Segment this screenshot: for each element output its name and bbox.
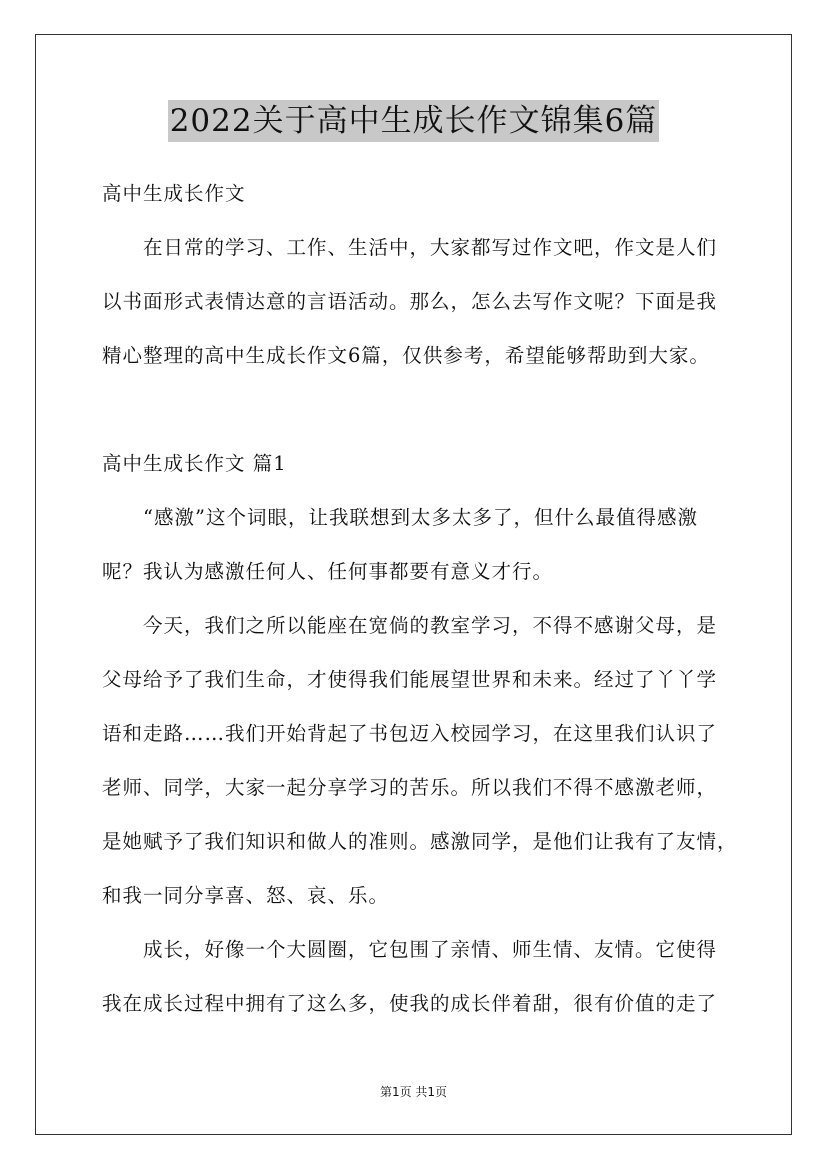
intro-line: 以书面形式表情达意的言语活动。那么，怎么去写作文呢？下面是我 <box>102 290 718 313</box>
essay-line: 语和走路……我们开始背起了书包迈入校园学习，在这里我们认识了 <box>102 722 718 745</box>
essay-line: 老师、同学，大家一起分享学习的苦乐。所以我们不得不感激老师， <box>102 776 718 799</box>
essay-line: 和我一同分享喜、怒、哀、乐。 <box>102 884 390 907</box>
section-heading: 高中生成长作文 <box>102 182 246 205</box>
essay-line: 成长，好像一个大圆圈，它包围了亲情、师生情、友情。它使得 <box>143 938 718 961</box>
page-footer: 第1页 共1页 <box>379 1085 448 1099</box>
essay-line: 是她赋予了我们知识和做人的准则。感激同学，是他们让我有了友情， <box>102 830 738 853</box>
document-title: 2022关于高中生成长作文锦集6篇 <box>168 100 660 142</box>
essay-heading: 高中生成长作文 篇1 <box>102 452 287 475</box>
essay-line: 今天，我们之所以能座在宽倘的教室学习，不得不感谢父母，是 <box>143 614 718 637</box>
title-wrap <box>0 100 827 142</box>
essay-line: 我在成长过程中拥有了这么多，使我的成长伴着甜，很有价值的走了 <box>102 992 718 1015</box>
essay-line: 父母给予了我们生命，才使得我们能展望世界和未来。经过了丫丫学 <box>102 668 718 691</box>
intro-line: 精心整理的高中生成长作文6篇，仅供参考，希望能够帮助到大家。 <box>102 344 710 367</box>
intro-line: 在日常的学习、工作、生活中，大家都写过作文吧，作文是人们 <box>143 236 718 259</box>
essay-line: “感激”这个词眼，让我联想到太多太多了，但什么最值得感激 <box>143 506 698 529</box>
essay-line: 呢？我认为感激任何人、任何事都要有意义才行。 <box>102 560 554 583</box>
